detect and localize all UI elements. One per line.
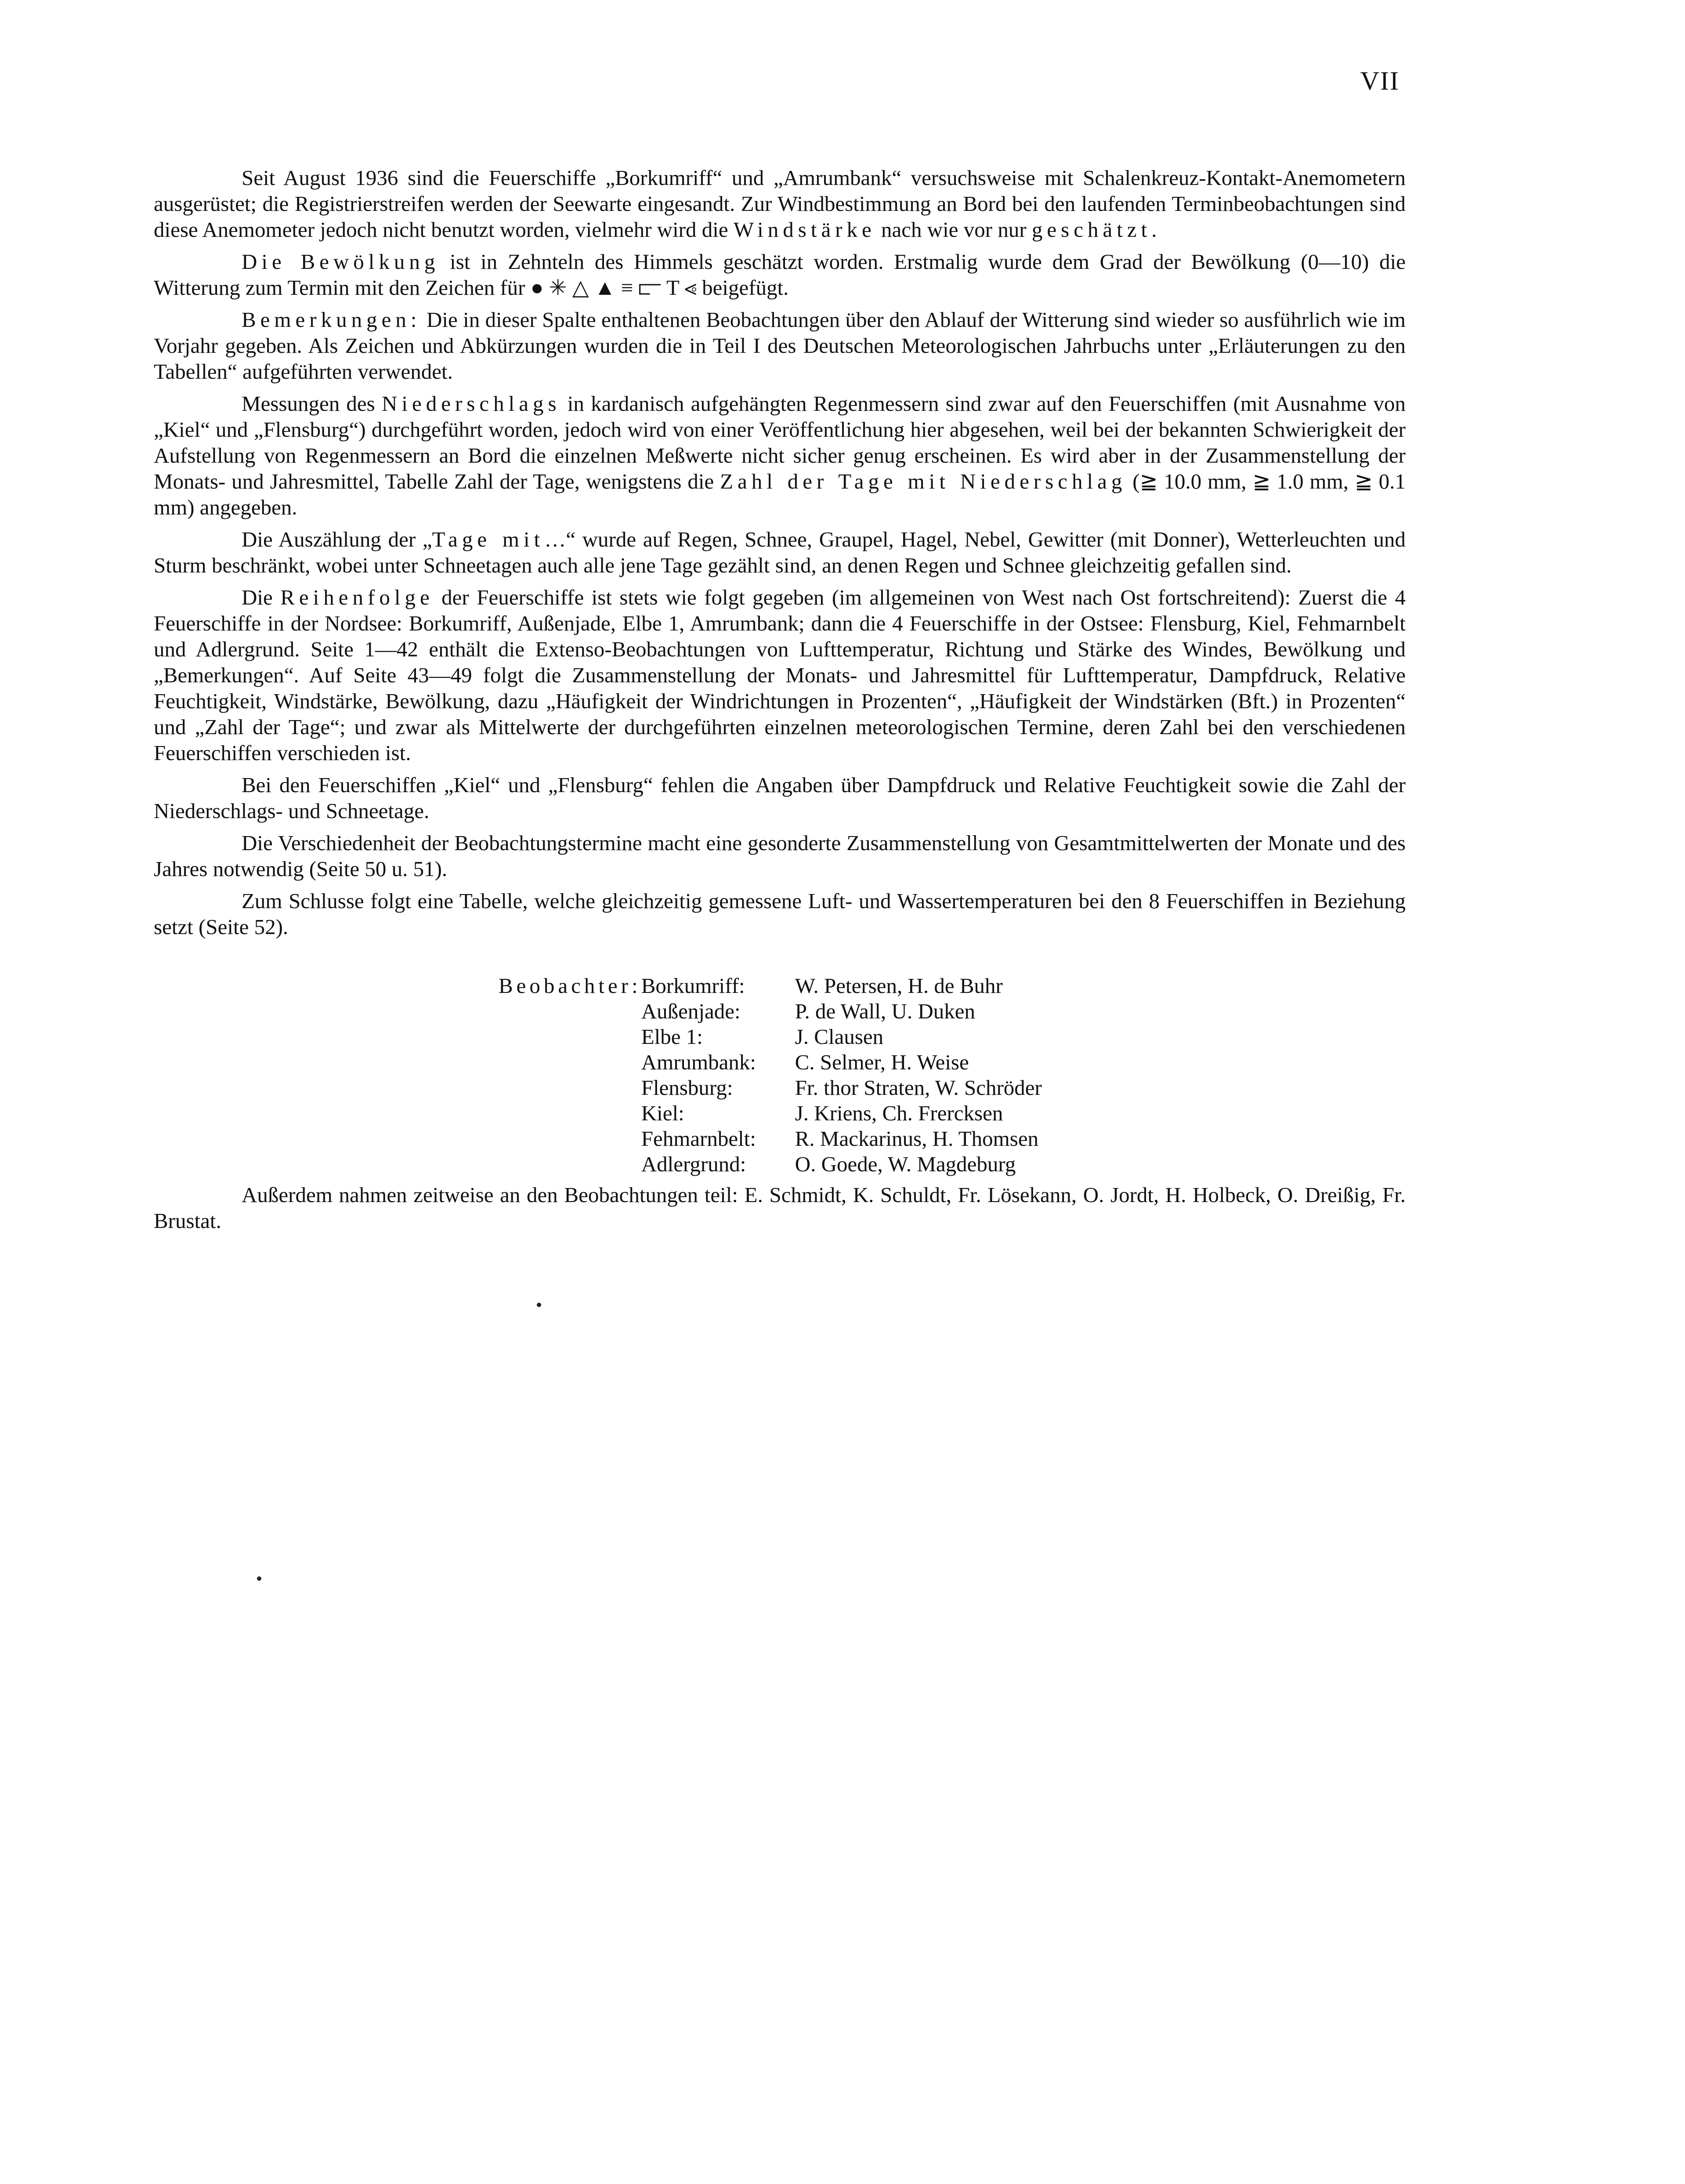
closing-paragraph bbox=[154, 1182, 1406, 1234]
paragraph-text: nach wie vor nur bbox=[881, 217, 1027, 242]
paragraph-niederschlag bbox=[154, 391, 1406, 520]
observer-row bbox=[499, 1101, 1042, 1126]
paragraph-tage-mit bbox=[154, 526, 1406, 578]
spaced-term: Niederschlags bbox=[381, 391, 561, 416]
paragraph-kiel-flensburg: Bei den Feuerschiffen „Kiel“ und „Flensburg“ fehlen die Angaben über Dampfdruck und Relative Feuchtigkeit sowie die Zahl der Niederschlags- und Schneetage. bbox=[154, 773, 1406, 823]
observer-station: Fehmarnbelt: bbox=[641, 1126, 756, 1151]
paragraph-text: Die bbox=[242, 585, 273, 609]
paragraph-bewoelkung bbox=[154, 249, 1406, 301]
observer-station: Amrumbank: bbox=[641, 1050, 756, 1074]
observer-names: O. Goede, W. Magdeburg bbox=[795, 1152, 1016, 1176]
print-speck bbox=[257, 1576, 261, 1581]
paragraph-bemerkungen bbox=[154, 307, 1406, 384]
observers-lead-spacer bbox=[499, 1126, 641, 1152]
observers-lead-spacer bbox=[499, 1024, 641, 1050]
closing-text: Außerdem nahmen zeitweise an den Beobachtungen teil: E. Schmidt, K. Schuldt, Fr. Lösekann, O. Jordt, H. Holbeck, O. Dreißig, Fr. Brustat. bbox=[154, 1183, 1406, 1233]
body-text bbox=[154, 165, 1406, 946]
observer-station: Flensburg: bbox=[641, 1076, 733, 1100]
observer-station: Elbe 1: bbox=[641, 1025, 703, 1049]
paragraph-reihenfolge bbox=[154, 584, 1406, 766]
paragraph-anemometer bbox=[154, 165, 1406, 243]
print-speck bbox=[537, 1303, 541, 1307]
observer-names: C. Selmer, H. Weise bbox=[795, 1050, 969, 1074]
observer-station: Adlergrund: bbox=[641, 1152, 746, 1176]
spaced-term: Die Bewölkung bbox=[242, 250, 440, 274]
observer-names: R. Mackarinus, H. Thomsen bbox=[795, 1126, 1039, 1151]
observer-names: P. de Wall, U. Duken bbox=[795, 999, 975, 1023]
paragraph-text: (≧ 10.0 mm, ≧ 1.0 mm, ≧ 0.1 mm) angegeben. bbox=[154, 469, 1406, 519]
paragraph-text: ist in Zehnteln des Himmels geschätzt worden. Erstmalig wurde dem Grad der Bewölkung (0—10) die Witterung zum Termin mit den Zeichen für ● ✳ △ ▲ ≡ ⫍ T ⩹ beigefügt. bbox=[154, 250, 1406, 300]
paragraph-text: Seit August 1936 sind die Feuerschiffe „Borkumriff“ und „Amrumbank“ versuchsweise mit Schalenkreuz-Kontakt-Anemometern ausgerüstet; die Registrierstreifen werden der Seewarte eingesandt. Zur Windbestimmung an Bord bei den laufenden Terminbeobachtungen sind diese Anemometer jedoch nicht benutzt worden, vielmehr wird die bbox=[154, 166, 1406, 242]
observers-lead-label: Beobachter: bbox=[499, 974, 641, 998]
observer-row bbox=[499, 1075, 1042, 1101]
observer-row bbox=[499, 1050, 1042, 1075]
paragraph-wassertemperaturen: Zum Schlusse folgt eine Tabelle, welche gleichzeitig gemessene Luft- und Wassertemperaturen bei den 8 Feuerschiffen in Beziehung setzt (Seite 52). bbox=[154, 889, 1406, 939]
spaced-term: Zahl der Tage mit Niederschlag bbox=[720, 469, 1127, 493]
observer-row bbox=[499, 1152, 1042, 1177]
observer-station: Borkumriff: bbox=[641, 974, 745, 998]
observer-names: W. Petersen, H. de Buhr bbox=[795, 974, 1003, 998]
paragraph-text: in kardanisch aufgehängten Regenmessern sind zwar auf den Feuerschiffen (mit Ausnahme von „Kiel“ und „Flensburg“) durchgeführt worden, jedoch wird von einer Veröffentlichung hier abgesehen, weil bei der bekannten Schwierigkeit der Aufstellung von Regenmessern an Bord die einzelnen Meßwerte nicht sicher genug erscheinen. Es wird aber in der Zusammenstellung der Monats- und Jahresmittel, Tabelle Zahl der Tage, wenigstens die bbox=[154, 391, 1406, 493]
page-number: VII bbox=[1360, 66, 1399, 95]
paragraph-text: Messungen des bbox=[242, 391, 375, 416]
observers-lead-spacer bbox=[499, 1101, 641, 1126]
observers-list bbox=[499, 973, 1042, 1177]
spaced-term: Reihenfolge bbox=[280, 585, 434, 609]
observer-names: Fr. thor Straten, W. Schröder bbox=[795, 1076, 1042, 1100]
paragraph-text: Die in dieser Spalte enthaltenen Beobachtungen über den Ablauf der Witterung sind wieder so ausführlich wie im Vorjahr gegeben. Als Zeichen und Abkürzungen wurden die in Teil I des Deutschen Meteorologischen Jahrbuchs unter „Erläuterungen zu den Tabellen“ aufgeführten verwendet. bbox=[154, 308, 1406, 384]
spaced-term: Tage mit bbox=[432, 527, 545, 551]
spaced-term: Bemerkungen: bbox=[242, 308, 421, 332]
paragraph-text: Die Auszählung der „ bbox=[242, 527, 432, 551]
observer-names: J. Kriens, Ch. Frercksen bbox=[795, 1101, 1003, 1125]
observer-row bbox=[499, 999, 1042, 1024]
observer-names: J. Clausen bbox=[795, 1025, 884, 1049]
observer-station: Kiel: bbox=[641, 1101, 684, 1125]
observer-station: Außenjade: bbox=[641, 999, 741, 1023]
observers-lead-spacer bbox=[499, 1075, 641, 1101]
paragraph-beobachtungstermine: Die Verschiedenheit der Beobachtungstermine macht eine gesonderte Zusammenstellung von Gesamtmittelwerten der Monate und des Jahres notwendig (Seite 50 u. 51). bbox=[154, 831, 1406, 881]
paragraph-text: …“ wurde auf Regen, Schnee, Graupel, Hagel, Nebel, Gewitter (mit Donner), Wetterleuchten und Sturm beschränkt, wobei unter Schneetagen auch alle jene Tage gezählt sind, an denen Regen und Schnee gleichzeitig gefallen sind. bbox=[154, 527, 1406, 577]
observers-table bbox=[499, 973, 1042, 1177]
observer-row bbox=[499, 973, 1042, 999]
observer-row bbox=[499, 1024, 1042, 1050]
observers-lead-spacer bbox=[499, 999, 641, 1024]
spaced-term: Windstärke bbox=[733, 217, 876, 242]
observer-row bbox=[499, 1126, 1042, 1152]
observers-lead-spacer bbox=[499, 1152, 641, 1177]
paragraph-text: der Feuerschiffe ist stets wie folgt gegeben (im allgemeinen von West nach Ost fortschreitend): Zuerst die 4 Feuerschiffe in der Nordsee: Borkumriff, Außenjade, Elbe 1, Amrumbank; dann die 4 Feuerschiffe in der Ostsee: Flensburg, Kiel, Fehmarnbelt und Adlergrund. Seite 1—42 enthält die Extenso-Beobachtungen von Lufttemperatur, Richtung und Stärke des Windes, Bewölkung und „Bemerkungen“. Auf Seite 43—49 folgt die Zusammenstellung der Monats- und Jahresmittel für Lufttemperatur, Dampfdruck, Relative Feuchtigkeit, Windstärke, Bewölkung, dazu „Häufigkeit der Windrichtungen in Prozenten“, „Häufigkeit der Windstärken (Bft.) in Prozenten“ und „Zahl der Tage“; und zwar als Mittelwerte der durchgeführten einzelnen meteorologischen Termine, deren Zahl bei den verschiedenen Feuerschiffen verschieden ist. bbox=[154, 585, 1406, 765]
observers-lead-spacer bbox=[499, 1050, 641, 1075]
spaced-term: geschätzt. bbox=[1031, 217, 1161, 242]
